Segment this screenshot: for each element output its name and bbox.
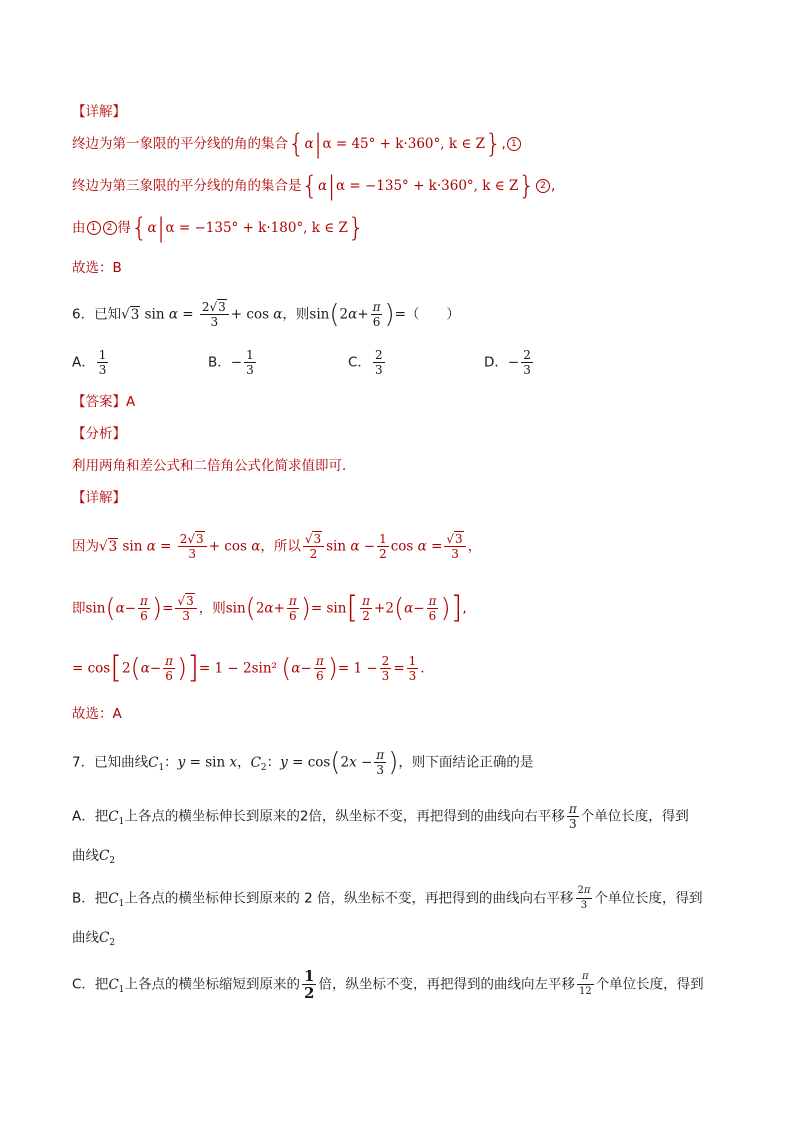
q7-option-c-label: C．把 xyxy=(72,976,109,993)
q7-option-a-text-2: 个单位长度，得到 xyxy=(580,808,689,825)
q7-option-a-line2: 曲线$C_2$ xyxy=(72,848,116,866)
q6-option-b-sign: − xyxy=(230,354,243,371)
q7-option-b-text-1: 上各点的横坐标伸长到原来的 2 倍，纵坐标不变，再把得到的曲线向右平移 xyxy=(124,890,574,907)
answer-line-1: 故选：B xyxy=(72,260,122,276)
q6-option-a-label: A． xyxy=(72,354,95,371)
q6-option-c-den: 3 xyxy=(374,363,383,377)
analysis-text: 利用两角和差公式和二倍角公式化简求值即可． xyxy=(72,458,356,474)
q7-option-b: B．把$C_1$上各点的横坐标伸长到原来的 2 倍，纵坐标不变，再把得到的曲线向右平移 $\frac{2\pi}{3}$ 个单位长度，得到 xyxy=(72,885,703,911)
detail2-line1: 因为√3 sin α = $\frac{2√3}{3}$ + cos α，所以 $\frac{√3}{2}$ sin α − $\frac{1}{2}$ cos α = $\frac{√3}{3}$ ， xyxy=(72,532,482,561)
q7-option-b-text-2: 个单位长度，得到 xyxy=(594,890,703,907)
q7-stem-b: ， xyxy=(237,754,251,771)
q7-option-b-label: B．把 xyxy=(72,890,109,907)
detail1-line2-text: 终边为第三象限的平分线的角的集合是 xyxy=(72,178,302,194)
q6-option-a-den: 3 xyxy=(98,363,107,377)
q7-option-b-line2: 曲线$C_2$ xyxy=(72,930,116,948)
detail1-line3-prefix: 由 xyxy=(72,220,86,236)
q6-option-d-num: 2 xyxy=(523,348,531,362)
detail1-line1-text: 终边为第一象限的平分线的角的集合 xyxy=(72,136,288,152)
q6-option-d-sign: − xyxy=(507,354,520,371)
q7-option-c-text-3: 个单位长度，得到 xyxy=(595,976,704,993)
q6-stem-tail: ，则 xyxy=(282,306,310,323)
circle-marker-1-ref: 1 xyxy=(87,221,101,235)
q6-prefix: 6．已知 xyxy=(72,306,122,323)
q7-option-c-text-2: 倍，纵坐标不变，再把得到的曲线向左平移 xyxy=(318,976,575,993)
question-6-stem: 6．已知√3 sin α = $\frac{2√3}{3}$ + cos α，则sin(2α+ $\frac{\pi}{6}$ )=（ ） xyxy=(72,299,460,330)
question-7-stem: 7．已知曲线$C_1$：y = sin x，$C_2$：y = cos(2x − $\frac{\pi}{3}$ )，则下面结论正确的是 xyxy=(72,747,534,778)
detail2-line2: 即sin(α− $\frac{\pi}{6}$ )= $\frac{√3}{3}$ ，则sin(2α+ $\frac{\pi}{6}$ )= sin[ $\frac{\pi}{2}$ +2(α− $\frac{\pi}{6}$ )], xyxy=(72,590,467,626)
q6-option-a xyxy=(72,348,110,377)
detail-heading-1: 【详解】 xyxy=(72,104,126,120)
q6-option-c xyxy=(348,348,387,377)
detail2-line1-prefix: 因为 xyxy=(72,538,99,555)
detail1-line3-mid: 得 xyxy=(117,220,131,236)
circle-marker-2: 2 xyxy=(536,179,550,193)
detail1-line3-formula: α = −135° + k·180°, k ∈ Z xyxy=(165,220,348,236)
q7-option-a-text-3: 曲线 xyxy=(72,848,99,864)
answer-tag: 【答案】A xyxy=(72,394,136,410)
q6-option-b-label: B． xyxy=(208,354,231,371)
q6-option-d xyxy=(484,348,535,377)
detail1-line1: 终边为第一象限的平分线的角的集合{α|α = 45° + k·360°, k ∈ Z}, 1 xyxy=(72,134,522,154)
q6-option-d-label: D． xyxy=(484,354,508,371)
detail2-line3: = cos[2(α− $\frac{\pi}{6}$ )]= 1 − 2sin² (α− $\frac{\pi}{6}$ )= 1 − $\frac{2}{3}$ = $\frac{1}{3}$ . xyxy=(72,650,425,686)
q7-stem-c: ，则下面结论正确的是 xyxy=(398,754,534,771)
detail2-line2-prefix: 即 xyxy=(72,600,86,617)
detail2-line2-mid: ，则 xyxy=(198,600,226,617)
q6-option-a-num: 1 xyxy=(98,348,107,362)
detail1-line2-formula: α = −135° + k·360°, k ∈ Z xyxy=(335,178,519,194)
detail1-line2: 终边为第三象限的平分线的角的集合是{α|α = −135° + k·360°, k ∈ Z} 2 , xyxy=(72,171,556,201)
q7-option-c: C．把$C_1$上各点的横坐标缩短到原来的 $\frac{1}{2}$ 倍，纵坐标不变，再把得到的曲线向左平移 $\frac{\pi}{12}$ 个单位长度，得到 xyxy=(72,967,704,1002)
detail1-line1-formula: α = 45° + k·360°, k ∈ Z xyxy=(322,136,485,152)
circle-marker-1: 1 xyxy=(507,137,521,151)
analysis-tag: 【分析】 xyxy=(72,426,126,442)
q7-stem-a: 7．已知曲线 xyxy=(72,754,149,771)
q7-option-a: A．把$C_1$上各点的横坐标伸长到原来的2倍，纵坐标不变，再把得到的曲线向右平移 $\frac{\pi}{3}$ 个单位长度，得到 xyxy=(72,802,689,831)
q6-option-d-den: 3 xyxy=(523,363,531,377)
answer-line-2: 故选：A xyxy=(72,706,122,722)
detail2-line1-mid: ，所以 xyxy=(260,538,301,555)
q7-option-a-text-1: 上各点的横坐标伸长到原来的2倍，纵坐标不变，再把得到的曲线向右平移 xyxy=(124,808,565,825)
q7-option-b-text-3: 曲线 xyxy=(72,930,99,946)
circle-marker-2-ref: 2 xyxy=(103,221,117,235)
q6-option-c-num: 2 xyxy=(374,348,383,362)
q7-option-a-label: A．把 xyxy=(72,808,109,825)
q7-option-c-text-1: 上各点的横坐标缩短到原来的 xyxy=(124,976,301,993)
q6-option-c-label: C． xyxy=(348,354,371,371)
q6-answer-paren: （ ） xyxy=(405,306,460,323)
q6-option-b-den: 3 xyxy=(246,363,254,377)
detail-heading-2: 【详解】 xyxy=(72,490,126,506)
q6-option-b xyxy=(208,348,258,377)
detail1-line3: 由 1 2 得{α|α = −135° + k·180°, k ∈ Z} xyxy=(72,213,365,243)
q6-option-b-num: 1 xyxy=(246,348,254,362)
